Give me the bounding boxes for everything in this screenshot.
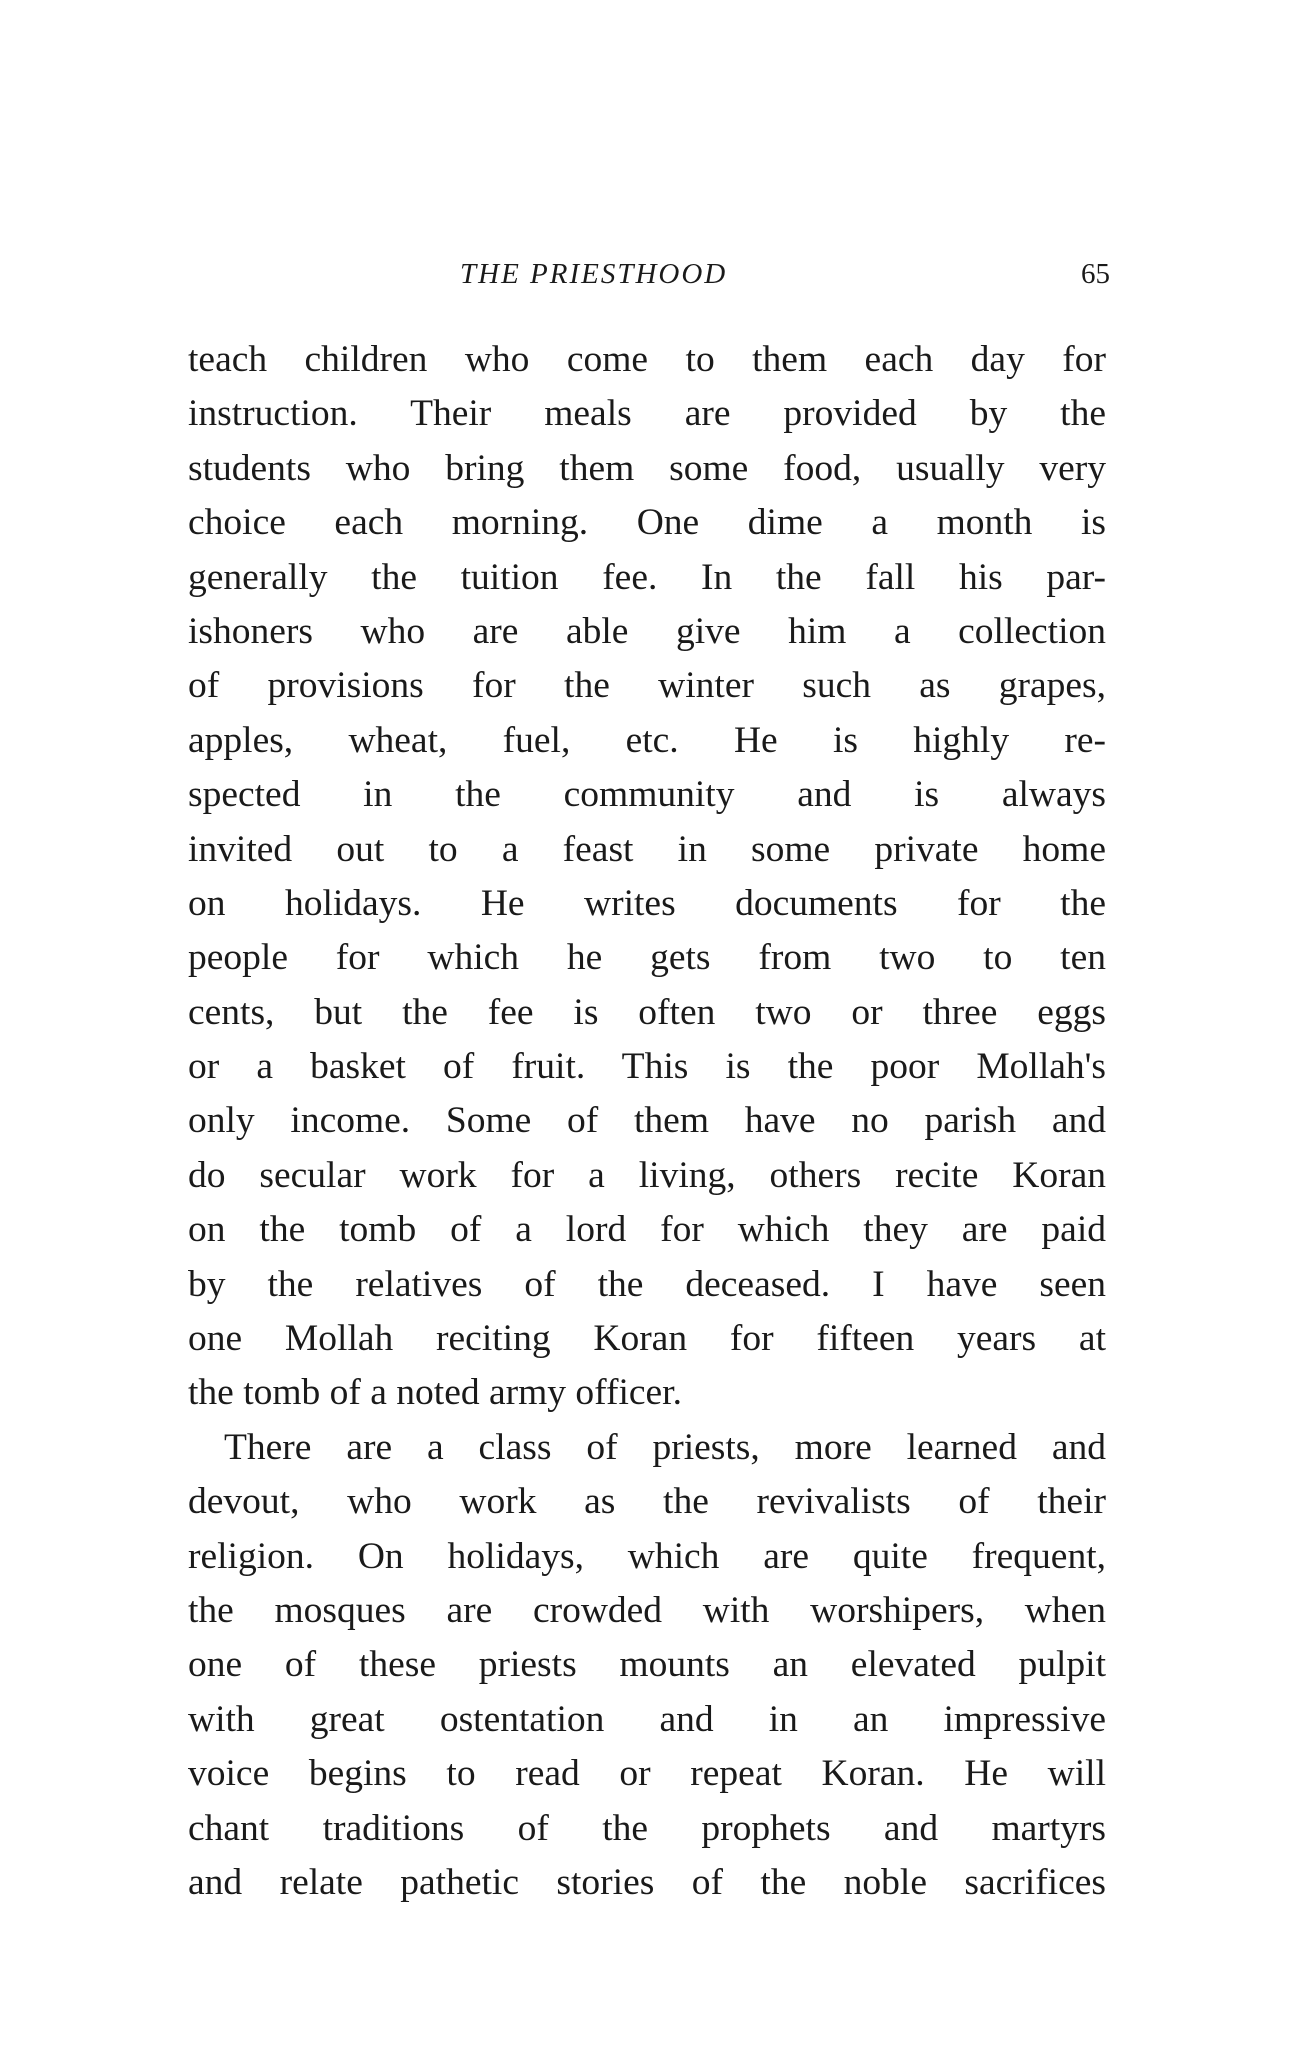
text-line: do secular work for a living, others recite Koran: [188, 1154, 1106, 1196]
text-line: of provisions for the winter such as grapes,: [188, 665, 1106, 707]
page-number: 65: [1081, 258, 1110, 290]
running-head: [190, 258, 1110, 298]
text-line: teach children who come to them each day for: [188, 339, 1106, 380]
text-line: the mosques are crowded with worshipers, when: [188, 1589, 1106, 1631]
body-text: [188, 333, 1106, 1910]
text-line: cents, but the fee is often two or three eggs: [188, 991, 1106, 1033]
text-line: or a basket of fruit. This is the poor Mollah's: [188, 1046, 1106, 1088]
running-title: THE PRIESTHOOD: [460, 258, 728, 290]
text-line: on the tomb of a lord for which they are paid: [188, 1209, 1106, 1251]
text-line: by the relatives of the deceased. I have seen: [188, 1263, 1106, 1305]
text-line: people for which he gets from two to ten: [188, 937, 1106, 979]
text-line: on holidays. He writes documents for the: [188, 882, 1106, 924]
text-line: ishoners who are able give him a collection: [188, 610, 1106, 652]
text-line: students who bring them some food, usually very: [188, 447, 1106, 489]
paragraph: [188, 333, 1106, 1421]
text-line: There are a class of priests, more learned and: [224, 1426, 1106, 1468]
text-line: chant traditions of the prophets and martyrs: [188, 1807, 1106, 1849]
text-line: the tomb of a noted army officer.: [188, 1372, 682, 1414]
text-line: apples, wheat, fuel, etc. He is highly re-: [188, 719, 1106, 761]
text-line: instruction. Their meals are provided by the: [188, 393, 1106, 435]
text-line: invited out to a feast in some private home: [188, 828, 1106, 870]
text-line: generally the tuition fee. In the fall his par-: [188, 556, 1106, 598]
text-line: voice begins to read or repeat Koran. He will: [188, 1753, 1106, 1795]
text-line: one of these priests mounts an elevated pulpit: [188, 1644, 1106, 1686]
text-line: and relate pathetic stories of the noble sacrifices: [188, 1861, 1106, 1903]
text-line: choice each morning. One dime a month is: [188, 502, 1106, 544]
text-line: with great ostentation and in an impressive: [188, 1698, 1106, 1740]
text-line: devout, who work as the revivalists of their: [188, 1481, 1106, 1523]
paragraph: [188, 1421, 1106, 1911]
text-line: one Mollah reciting Koran for fifteen years at: [188, 1318, 1106, 1360]
text-line: religion. On holidays, which are quite frequent,: [188, 1535, 1106, 1577]
text-line: only income. Some of them have no parish and: [188, 1100, 1106, 1142]
text-line: spected in the community and is always: [188, 774, 1106, 816]
